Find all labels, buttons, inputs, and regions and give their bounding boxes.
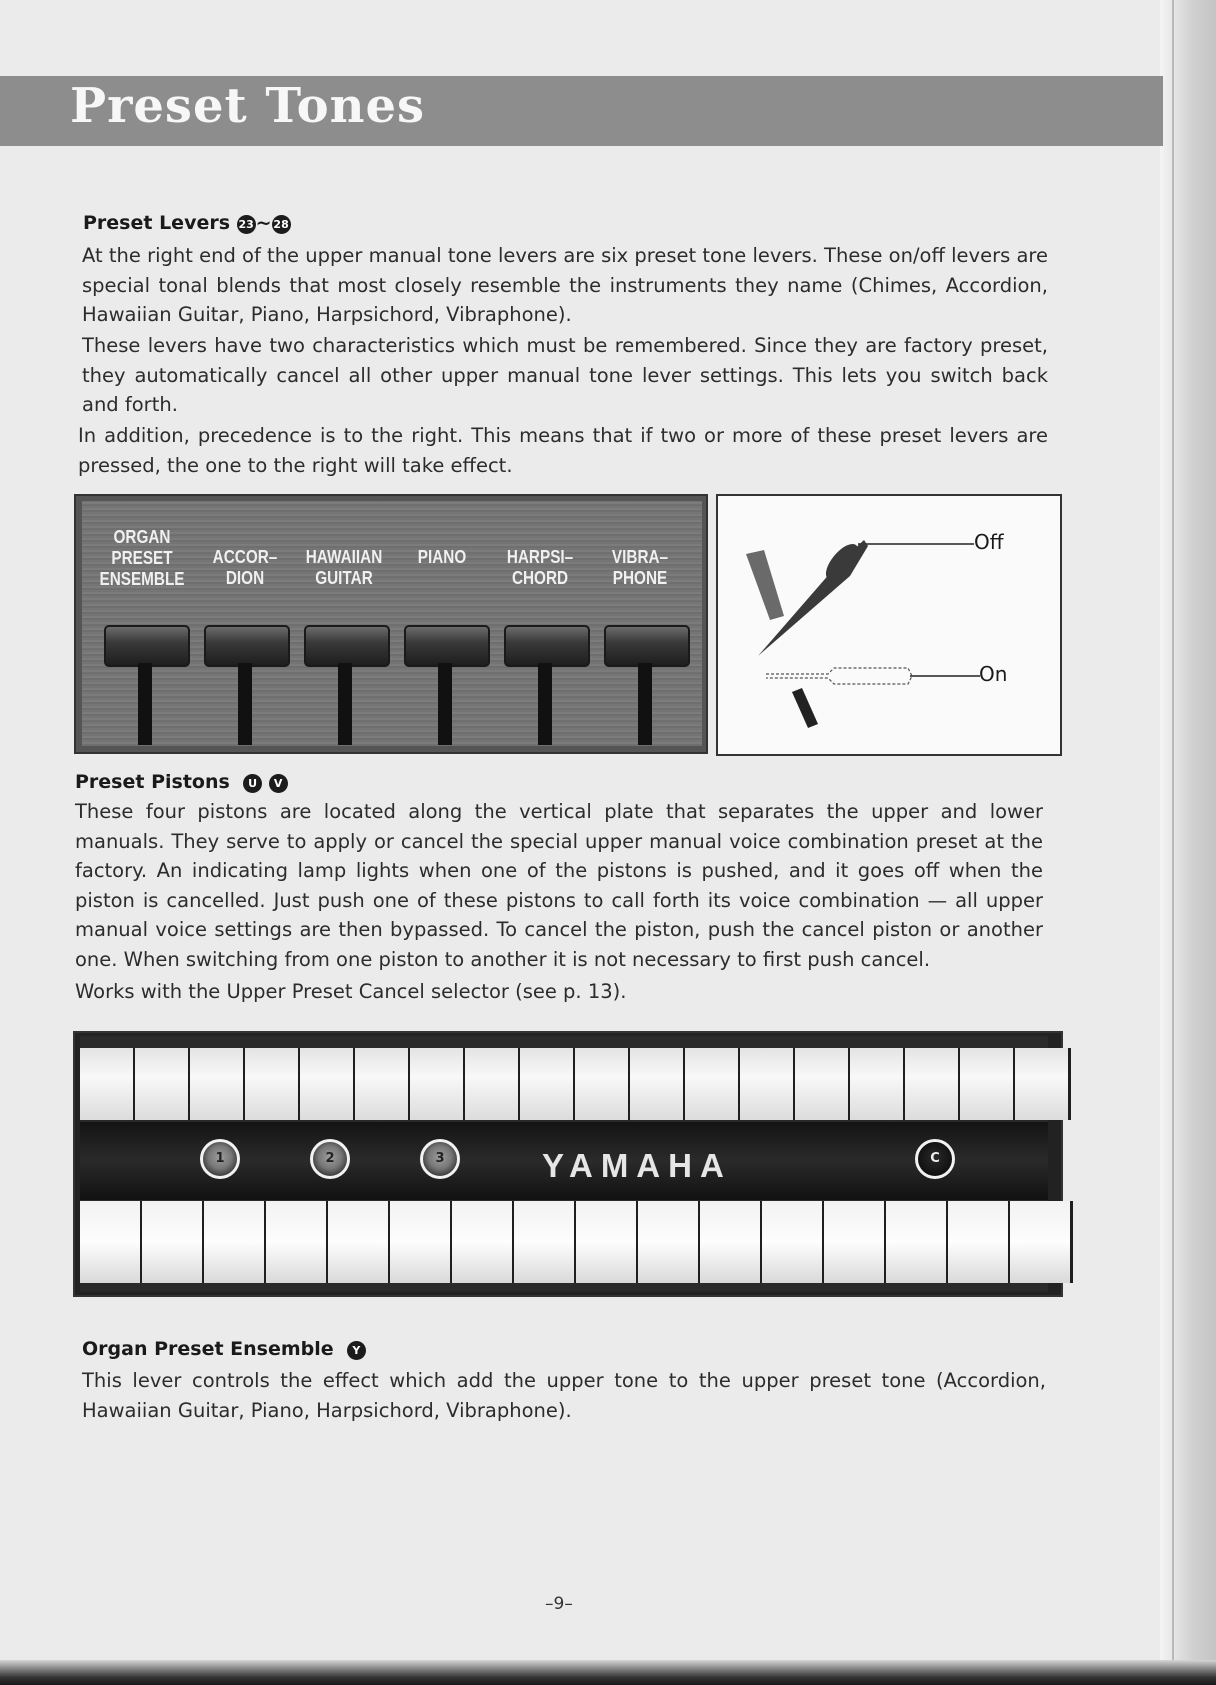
lever-label-vibraphone: VIBRA– PHONE [611, 547, 669, 588]
lever-stem [538, 663, 552, 745]
preset-levers-paragraph-1: At the right end of the upper manual tone levers are six preset tone levers. These on/off levers are special tonal blends that most closely resemble the instruments they name (Chimes, Accordion, Hawaiian Guitar, Piano, Harpsichord, Vibraphone). [82, 244, 1048, 326]
lower-key [1010, 1201, 1073, 1283]
badge-v: V [269, 774, 288, 793]
lever-stem [638, 663, 652, 745]
page-edge [1160, 0, 1216, 1685]
lower-key [824, 1201, 887, 1283]
on-off-diagram [716, 494, 1062, 756]
lower-key [452, 1201, 515, 1283]
lower-key [514, 1201, 577, 1283]
preset-levers-paragraph-2: These levers have two characteristics which must be remembered. Since they are factory preset, they automatically cancel all other upper manual tone lever settings. This lets you switch back and forth. [82, 334, 1048, 416]
upper-key [685, 1048, 741, 1120]
upper-key [410, 1048, 466, 1120]
upper-key [630, 1048, 686, 1120]
upper-key [190, 1048, 246, 1120]
lever-stem [238, 663, 252, 745]
lever-stem [438, 663, 452, 745]
badge-23: 23 [237, 215, 256, 234]
preset-levers-title: Preset Levers [83, 212, 231, 234]
lower-key [80, 1201, 143, 1283]
lower-key [762, 1201, 825, 1283]
upper-key [80, 1048, 136, 1120]
organ-preset-ensemble-heading [82, 1338, 366, 1360]
keyboard-photo [80, 1036, 1048, 1292]
preset-pistons-heading [75, 771, 288, 793]
lever-label-harpsichord: HARPSI– CHORD [506, 547, 574, 588]
lever-label-hawaiian-guitar: HAWAIIAN GUITAR [305, 547, 383, 588]
lower-key [886, 1201, 949, 1283]
lower-key [204, 1201, 267, 1283]
badge-28: 28 [272, 215, 291, 234]
lever-organ-preset-ensemble[interactable] [104, 625, 190, 667]
organ-preset-ensemble-paragraph: This lever controls the effect which add the upper tone to the upper preset tone (Accordion, Hawaiian Guitar, Piano, Harpsichord, Vibraphone). [82, 1369, 1046, 1422]
upper-key [905, 1048, 961, 1120]
lower-key [948, 1201, 1011, 1283]
upper-key [575, 1048, 631, 1120]
lever-accordion[interactable] [204, 625, 290, 667]
lever-stem [338, 663, 352, 745]
upper-key [245, 1048, 301, 1120]
lower-key [700, 1201, 763, 1283]
preset-pistons-paragraph-1: These four pistons are located along the vertical plate that separates the upper and lower manuals. They serve to apply or cancel the special upper manual voice combination preset at the factory. An indicating lamp lights when one of the pistons is pushed, and it goes off when the piston is cancelled. Just push one of these pistons to call forth its voice combination — all upper manual voice settings are then bypassed. To cancel the piston, push the cancel piston or another one. When switching from one piston to another it is not necessary to first push cancel. [75, 800, 1043, 971]
preset-levers-paragraph-3: In addition, precedence is to the right. This means that if two or more of these preset levers are pressed, the one to the right will take effect. [78, 424, 1048, 477]
lever-label-organ-preset-ensemble: ORGAN PRESET ENSEMBLE [99, 527, 185, 589]
upper-key [960, 1048, 1016, 1120]
upper-key [850, 1048, 906, 1120]
page-edge-line [1172, 0, 1174, 1685]
bottom-shadow [0, 1660, 1216, 1685]
upper-key [465, 1048, 521, 1120]
upper-key [355, 1048, 411, 1120]
upper-key [300, 1048, 356, 1120]
lever-vibraphone[interactable] [604, 625, 690, 667]
range-tilde: ~ [255, 212, 272, 234]
page-number: –9– [545, 1594, 573, 1614]
preset-piston-3[interactable]: 3 [420, 1139, 460, 1179]
preset-lever-photo [82, 501, 702, 746]
on-label: On [979, 662, 1008, 686]
preset-levers-heading [83, 212, 291, 234]
page-title: Preset Tones [70, 78, 426, 134]
lower-key [142, 1201, 205, 1283]
lever-label-accordion: ACCOR– DION [212, 547, 278, 588]
upper-key [135, 1048, 191, 1120]
lower-key [576, 1201, 639, 1283]
upper-key [740, 1048, 796, 1120]
lever-piano[interactable] [404, 625, 490, 667]
lower-key [390, 1201, 453, 1283]
cancel-piston[interactable]: C [915, 1139, 955, 1179]
lower-key [328, 1201, 391, 1283]
lever-hawaiian-guitar[interactable] [304, 625, 390, 667]
lever-label-piano: PIANO [417, 547, 467, 567]
preset-pistons-paragraph-2: Works with the Upper Preset Cancel selector (see p. 13). [75, 980, 627, 1003]
organ-preset-ensemble-title: Organ Preset Ensemble [82, 1338, 334, 1360]
lever-harpsichord[interactable] [504, 625, 590, 667]
preset-pistons-title: Preset Pistons [75, 771, 230, 793]
preset-piston-2[interactable]: 2 [310, 1139, 350, 1179]
upper-key [520, 1048, 576, 1120]
preset-piston-1[interactable]: 1 [200, 1139, 240, 1179]
upper-key [1015, 1048, 1071, 1120]
lever-stem [138, 663, 152, 745]
yamaha-logo: YAMAHA [542, 1147, 732, 1184]
badge-u: U [243, 774, 262, 793]
off-label: Off [974, 530, 1004, 554]
lower-key [638, 1201, 701, 1283]
lever-position-illustration [718, 496, 1060, 754]
lower-key [266, 1201, 329, 1283]
upper-key [795, 1048, 851, 1120]
badge-y: Y [347, 1341, 366, 1360]
